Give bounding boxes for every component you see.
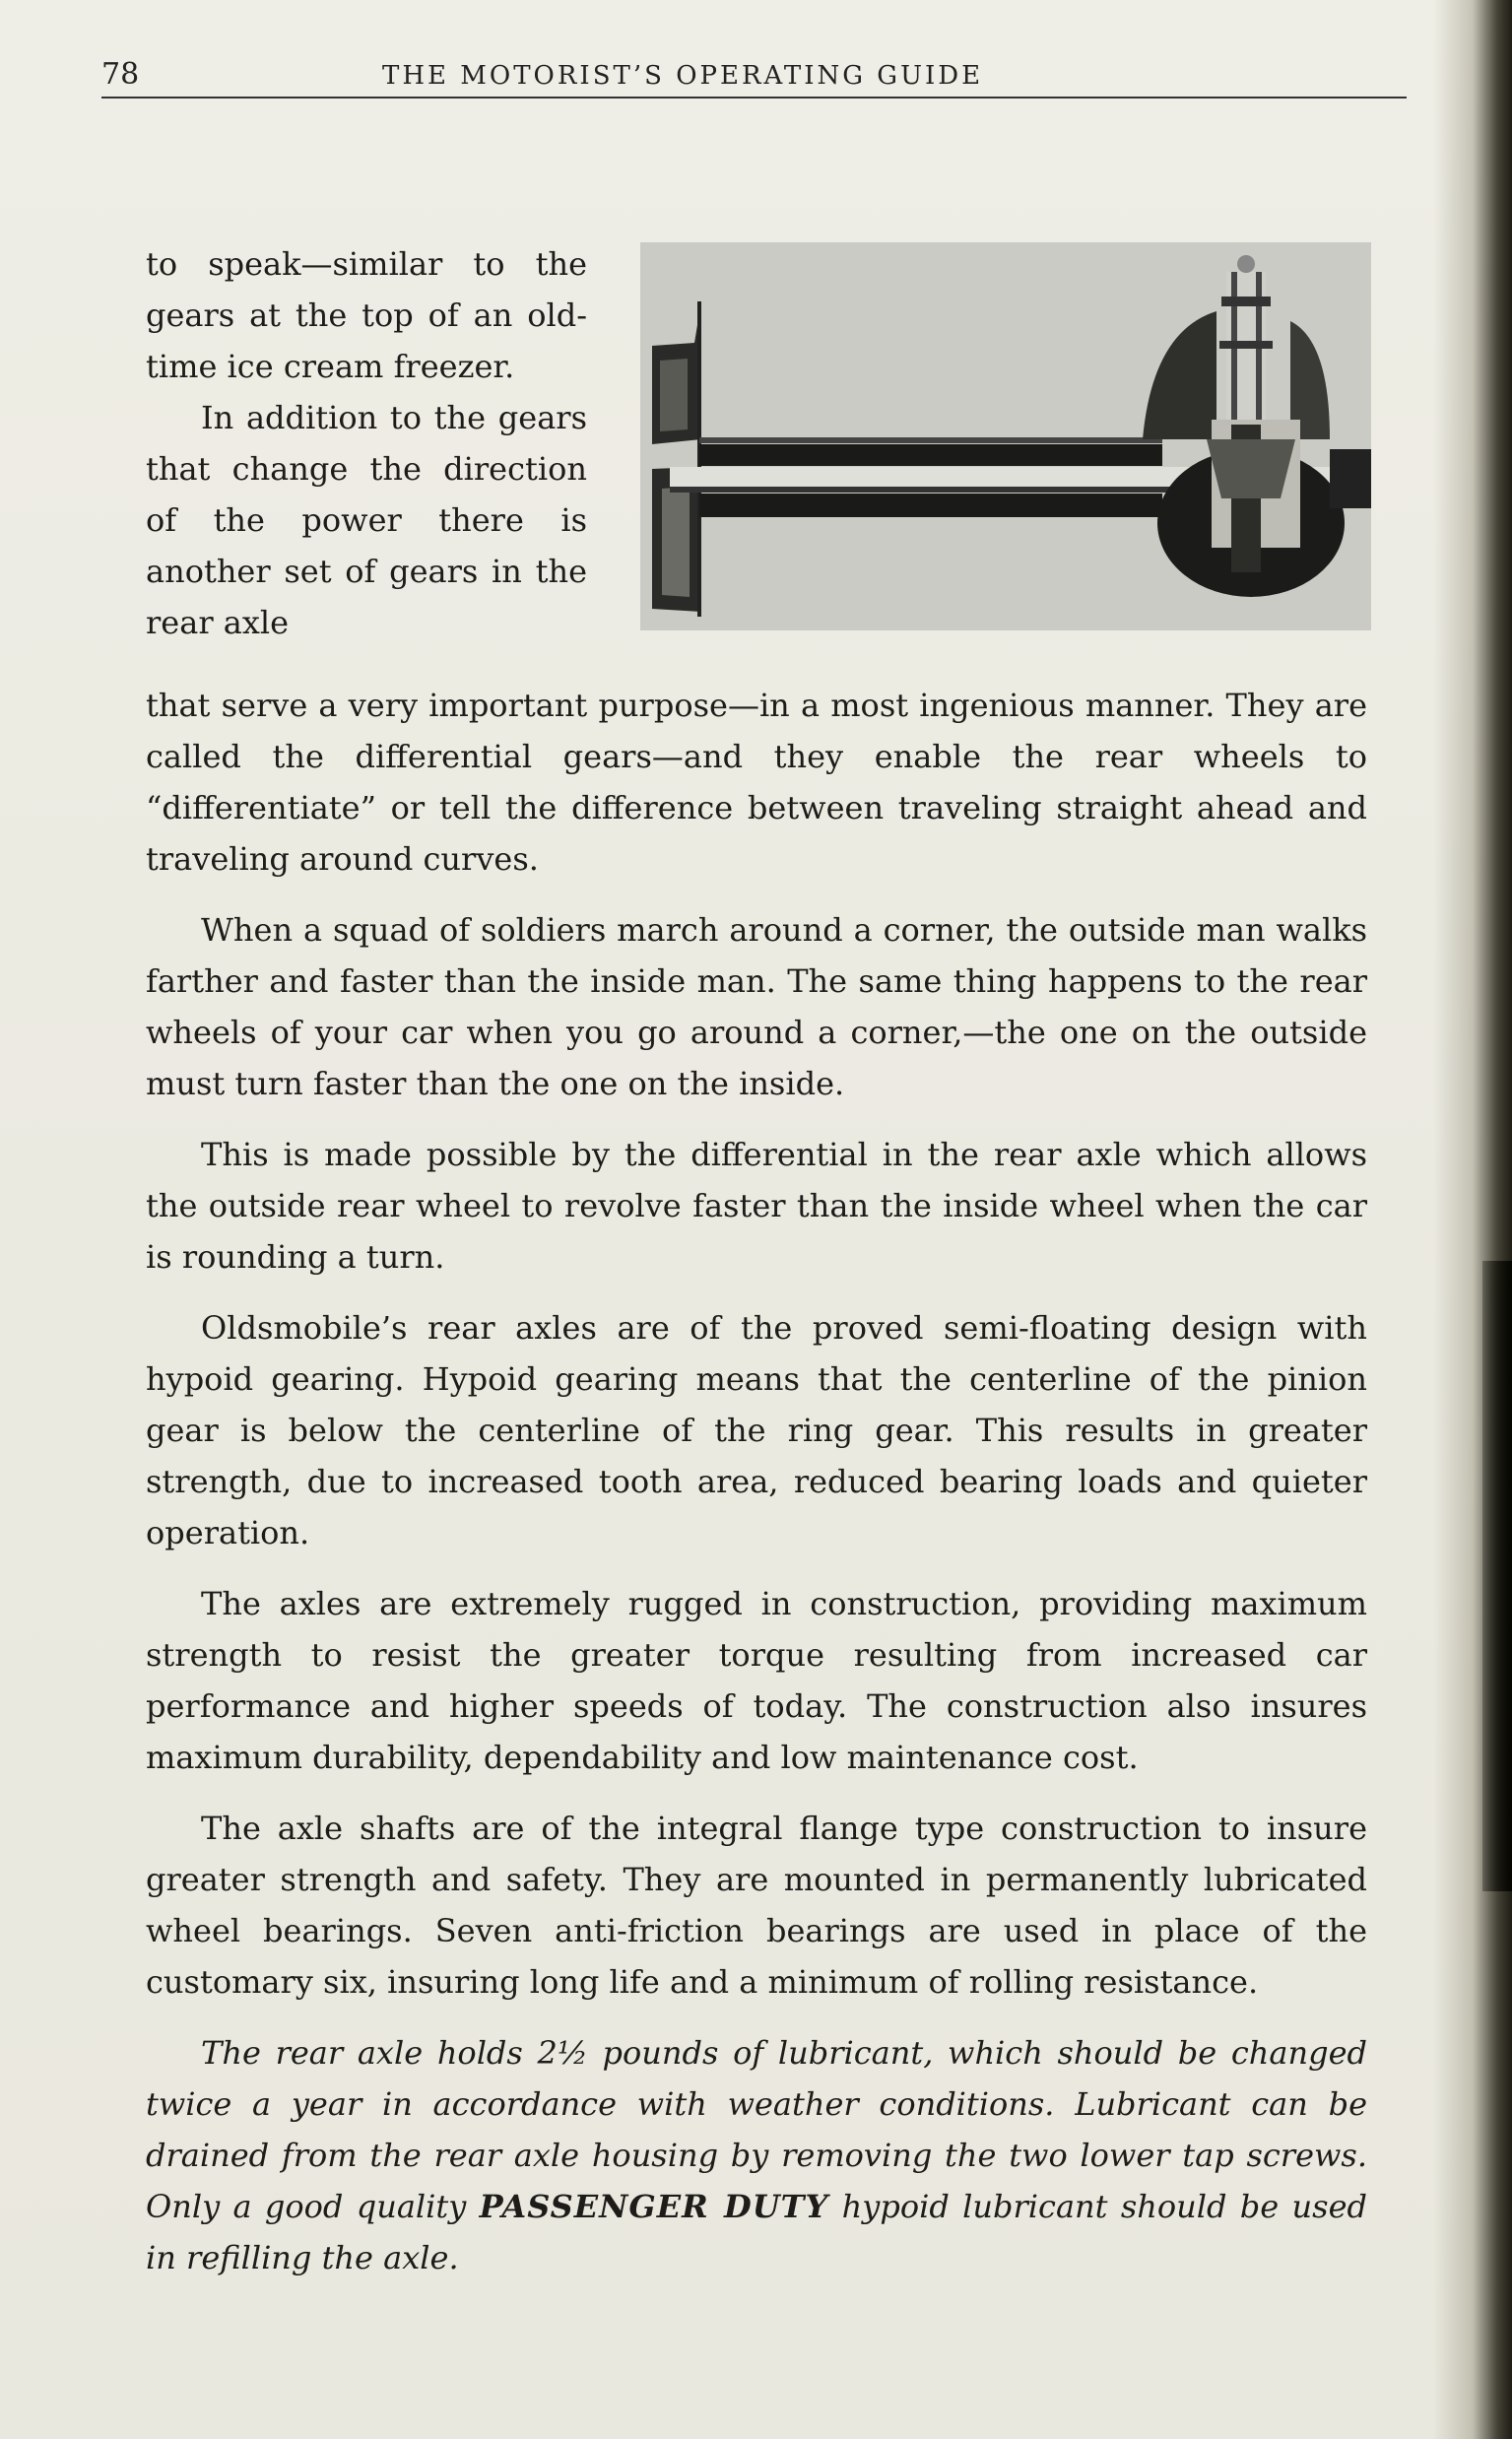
paragraph-differential-function: This is made possible by the differential in the rear axle which allows the outside rear wheel to revolve faster than the inside wheel when the car is rounding a turn. — [146, 1136, 1367, 1276]
book-spine-shadow — [1482, 1261, 1512, 1891]
paragraph-lubricant-note — [146, 2027, 1367, 2283]
paragraph-differential-purpose: that serve a very important purpose—in a most ingenious manner. They are called the differential gears—and they enable the rear wheels to “differentiate” or tell the difference between traveling straight ahead and traveling around curves. — [146, 687, 1367, 878]
page-number: 78 — [101, 57, 140, 92]
paragraph-axle-shafts: The axle shafts are of the integral flange type construction to insure greater strength and safety. They are mounted in permanently lubricated wheel bearings. Seven anti-friction bearings are used in place of the customary six, insuring long life and a minimum of rolling resistance. — [146, 1810, 1367, 2001]
body-text — [146, 680, 1367, 2303]
lubricant-note-text-end: hypoid lubricant should be used in refilling the axle. — [146, 2188, 1368, 2276]
paragraph-differential-intro: In addition to the gears that change the direction of the power there is another set of gears in the rear axle — [146, 399, 587, 641]
paragraph-soldiers-analogy: When a squad of soldiers march around a corner, the outside man walks farther and faster than the inside man. The same thing happens to the rear wheels of your car when you go around a corner,—the one on the outside must turn faster than the one on the inside. — [146, 911, 1367, 1102]
paragraph-continuation: to speak—similar to the gears at the top of an old-time ice cream freezer. — [146, 245, 587, 385]
header-rule — [101, 97, 1407, 99]
page-header — [101, 57, 1407, 100]
running-head: THE MOTORIST’S OPERATING GUIDE — [382, 61, 984, 91]
rear-axle-cutaway-illustration — [640, 242, 1371, 630]
wrapped-text-column — [146, 238, 587, 648]
rear-axle-cutaway-icon — [640, 242, 1371, 630]
paragraph-hypoid-gearing: Oldsmobile’s rear axles are of the proved semi-floating design with hypoid gearing. Hypoid gearing means that the centerline of the pinion gear is below the centerline of the ring gear. This results in greater strength, due to increased tooth area, reduced bearing loads and quieter operation. — [146, 1309, 1367, 1551]
lubricant-note-text: The rear axle holds 2½ pounds of lubricant, which should be changed twice a year in accordance with weather conditions. Lubricant can be drained from the rear axle housing by removing the two lower tap screws. Only a good quality — [146, 2034, 1367, 2225]
passenger-duty-emphasis: PASSENGER DUTY — [479, 2188, 829, 2225]
paragraph-axle-construction: The axles are extremely rugged in construction, providing maximum strength to resist the greater torque resulting from increased car performance and higher speeds of today. The construction also insures maximum durability, dependability and low maintenance cost. — [146, 1585, 1367, 1776]
